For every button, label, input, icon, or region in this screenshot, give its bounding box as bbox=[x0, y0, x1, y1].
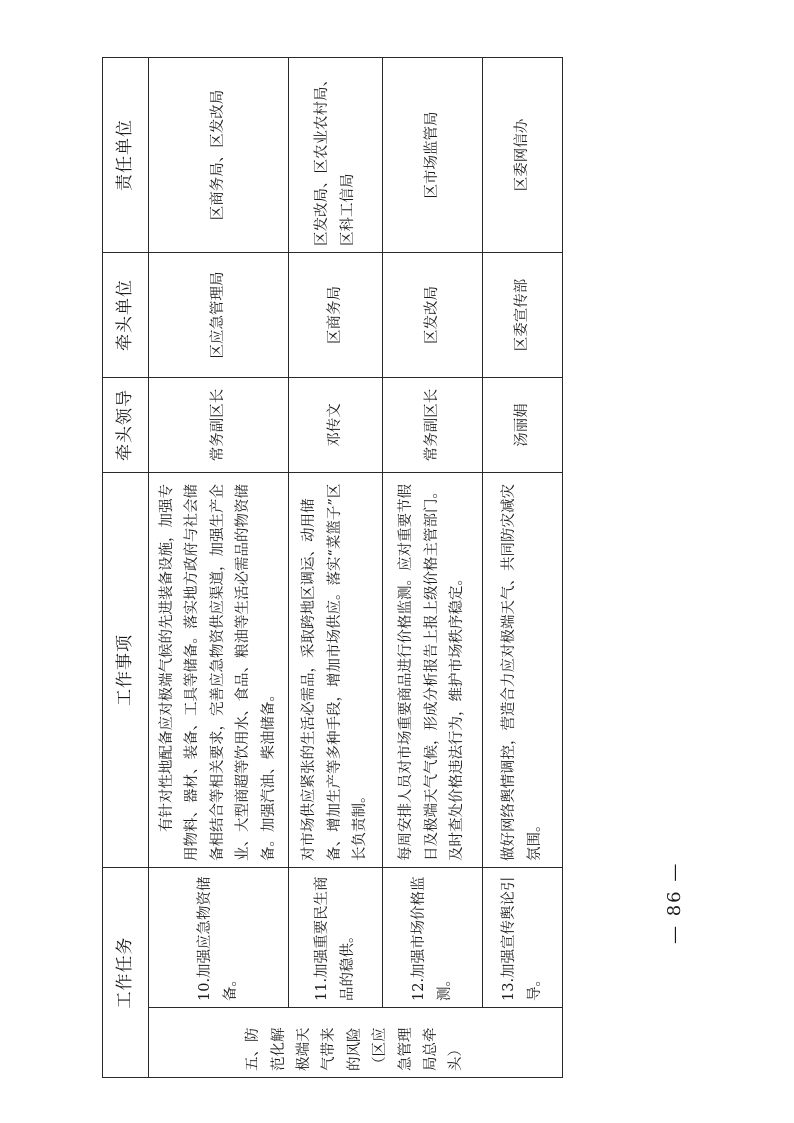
header-lead-unit: 牵头单位 bbox=[103, 253, 149, 378]
item-cell: 对市场供应紧张的生活必需品，采取跨地区调运、动用储备、增加生产等多种手段，增加市场供应。落实“菜篮子”区长负责制。 bbox=[289, 473, 383, 868]
header-category: 工作任务 bbox=[103, 868, 149, 1078]
table-row bbox=[383, 58, 483, 1078]
table-row bbox=[483, 58, 563, 1078]
lead-unit-cell: 区商务局 bbox=[289, 253, 383, 378]
item-cell: 有针对性地配备应对极端气候的先进装备设施，加强专用物料、器材、装备、工具等储备。落实地方政府与社会储备相结合等相关要求，完善应急物资供应渠道，加强生产企业、大型商超等饮用水、食品、粮油等生活必需品的物资储备。加强汽油、柴油储备。 bbox=[149, 473, 289, 868]
task-cell: 10.加强应急物资储备。 bbox=[149, 868, 289, 1008]
lead-unit-cell: 区发改局 bbox=[383, 253, 483, 378]
lead-unit-cell: 区应急管理局 bbox=[149, 253, 289, 378]
resp-unit-cell: 区发改局、区农业农村局、区科工信局 bbox=[289, 58, 383, 253]
lead-unit-cell: 区委宣传部 bbox=[483, 253, 563, 378]
task-cell: 12.加强市场价格监测。 bbox=[383, 868, 483, 1008]
table-header-row bbox=[103, 58, 149, 1078]
task-cell: 11.加强重要民生商品的稳供。 bbox=[289, 868, 383, 1008]
task-cell: 13.加强宣传舆论引导。 bbox=[483, 868, 563, 1008]
table-row bbox=[149, 58, 289, 1078]
header-leader: 牵头领导 bbox=[103, 378, 149, 473]
rotated-page-content bbox=[102, 58, 562, 1078]
leader-cell: 汤丽娟 bbox=[483, 378, 563, 473]
task-table bbox=[102, 57, 563, 1078]
resp-unit-cell: 区委网信办 bbox=[483, 58, 563, 253]
resp-unit-cell: 区市场监管局 bbox=[383, 58, 483, 253]
page-number: — 86 — bbox=[664, 861, 685, 944]
table-row bbox=[289, 58, 383, 1078]
leader-cell: 邓传文 bbox=[289, 378, 383, 473]
category-cell: 五、防范化解极端天气带来的风险（区应急管理局总牵头） bbox=[149, 1008, 563, 1078]
item-cell: 做好网络舆情调控，营造合力应对极端天气、共同防灾减灾氛围。 bbox=[483, 473, 563, 868]
header-item: 工作事项 bbox=[103, 473, 149, 868]
item-cell: 每周安排人员对市场重要商品进行价格监测。应对重要节假日及极端天气气候，形成分析报告上报上级价格主管部门。及时查处价格违法行为，维护市场秩序稳定。 bbox=[383, 473, 483, 868]
header-resp-unit: 责任单位 bbox=[103, 58, 149, 253]
resp-unit-cell: 区商务局、区发改局 bbox=[149, 58, 289, 253]
leader-cell: 常务副区长 bbox=[149, 378, 289, 473]
leader-cell: 常务副区长 bbox=[383, 378, 483, 473]
